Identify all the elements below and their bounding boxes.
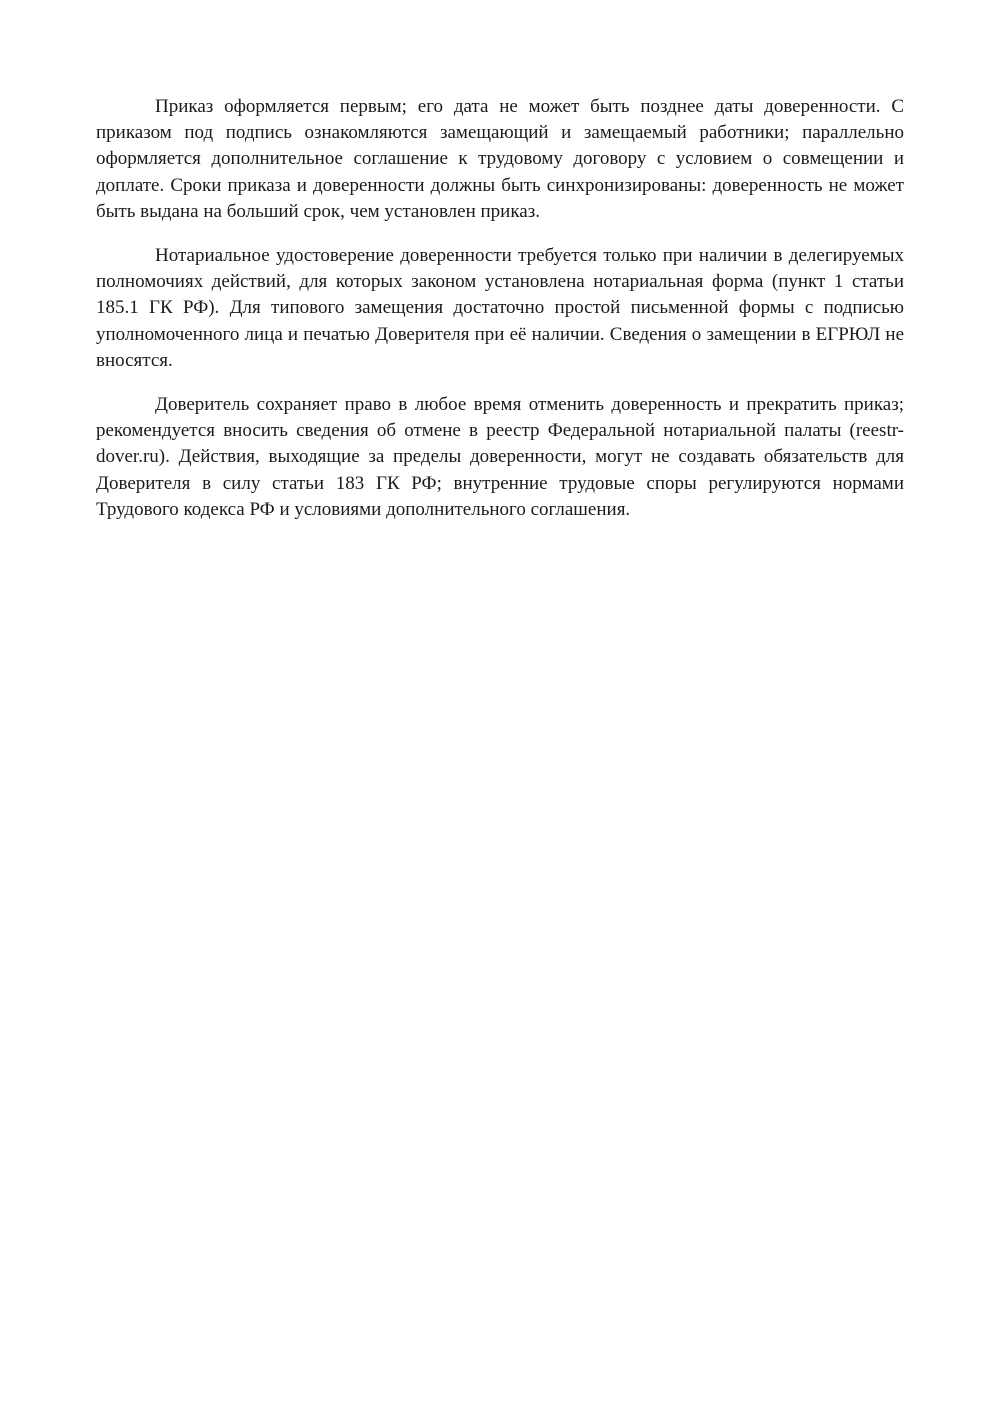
document-body [96,94,904,541]
paragraph-notarial-certification: Нотариальное удостоверение доверенности требуется только при наличии в делегируемых полномочиях действий, для которых законом установлена нотариальная форма (пункт 1 статьи 185.1 ГК РФ). Для типового замещения достаточно простой письменной формы с подписью уполномоченного лица и печатью Доверителя при её наличии. Сведения о замещении в ЕГРЮЛ не вносятся. [96,245,904,371]
paragraph-revocation-rights: Доверитель сохраняет право в любое время отменить доверенность и прекратить приказ; рекомендуется вносить сведения об отмене в реестр Федеральной нотариальной палаты (reestr-dover.ru). Действия, выходящие за пределы доверенности, могут не создавать обязательств для Доверителя в силу статьи 183 ГК РФ; внутренние трудовые споры регулируются нормами Трудового кодекса РФ и условиями дополнительного соглашения. [96,394,904,520]
paragraph-order-registration: Приказ оформляется первым; его дата не может быть позднее даты доверенности. С приказом под подпись ознакомляются замещающий и замещаемый работники; параллельно оформляется дополнительное соглашение к трудовому договору с условием о совмещении и доплате. Сроки приказа и доверенности должны быть синхронизированы: доверенность не может быть выдана на больший срок, чем установлен приказ. [96,96,904,222]
